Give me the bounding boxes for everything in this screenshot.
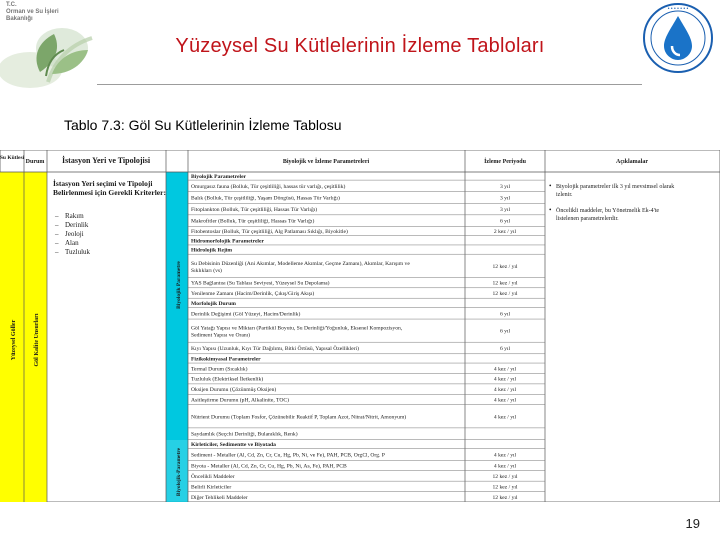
station-criteria-line-2: Belirlenmesi için Gerekli Kriterler: bbox=[53, 188, 166, 197]
title-divider bbox=[97, 84, 642, 85]
param-text: Yenilenme Zamanı (Hacim/Derinlik, Çıkış/Giriş Akışı) bbox=[191, 291, 315, 297]
period-text: 4 kez / yıl bbox=[493, 452, 517, 459]
param-text: Biyolojik Parametreler bbox=[191, 174, 247, 181]
param-text: Öncelikli Maddeler bbox=[191, 473, 235, 480]
bio-group-label: Biyolojik Parametre bbox=[176, 261, 182, 309]
period-text: 6 yıl bbox=[499, 346, 511, 352]
header-col1: Su Kütlesi bbox=[0, 155, 25, 161]
station-criteria-dash: – bbox=[55, 221, 59, 229]
param-text: Oksijen Durumu (Çözünmüş Oksijen) bbox=[191, 387, 277, 394]
period-text: 12 kez / yıl bbox=[492, 484, 518, 491]
period-text: 12 kez / yıl bbox=[492, 291, 518, 297]
period-text: 6 yıl bbox=[499, 328, 511, 335]
param-text: Belirli Kirleticiler bbox=[191, 484, 232, 491]
period-text: 4 kez / yıl bbox=[493, 366, 517, 373]
param-text: Makrofitler (Bolluk, Tür çeşitliliği, Hassas Tür Varlığı) bbox=[191, 218, 315, 225]
param-text: Hidrolojik Rejim bbox=[191, 247, 233, 254]
svg-text:• • • • • • •: • • • • • • • bbox=[667, 6, 689, 12]
param-text: Omurgasız fauna (Bolluk, Tür çeşitliliği, hassas tür varlığı, çeşitlilik) bbox=[191, 183, 346, 190]
water-drop-seal-icon bbox=[642, 2, 714, 74]
param-text: Tuzluluk (Elektriksel İletkenlik) bbox=[191, 376, 264, 383]
note-text: Biyolojik parametreler ilk 3 yıl mevsimsel olarak bbox=[556, 184, 675, 190]
note-bullet: • bbox=[549, 206, 552, 214]
param-text: Diğer Tehlikeli Maddeler bbox=[191, 494, 248, 501]
header-col5: İzleme Periyodu bbox=[484, 159, 526, 165]
page-title: Yüzeysel Su Kütlelerinin İzleme Tabloları bbox=[175, 35, 545, 57]
param-text: Derinlik Değişimi (Göl Yüzeyi, Hacim/Derinlik) bbox=[191, 311, 301, 318]
station-criteria-dash: – bbox=[55, 230, 59, 238]
period-text: 12 kez / yıl bbox=[492, 263, 518, 270]
period-text: 4 kez / yıl bbox=[493, 463, 517, 470]
param-text: Termal Durum (Sıcaklık) bbox=[191, 366, 248, 373]
chem-group-label: Biyolojik-Parametre bbox=[176, 447, 182, 497]
period-text: 3 yıl bbox=[499, 195, 511, 202]
period-text: 6 yıl bbox=[499, 311, 511, 318]
station-criteria-item: Jeoloji bbox=[65, 230, 84, 238]
param-text: Saydamlık (Seçchi Derinliği, Bulanıklık, Renk) bbox=[191, 431, 298, 438]
station-criteria-text bbox=[53, 178, 166, 197]
note-text: izlenir. bbox=[556, 192, 573, 198]
period-text: 4 kez / yıl bbox=[493, 397, 517, 404]
station-criteria-item: Alan bbox=[65, 239, 79, 247]
water-authority-logo bbox=[642, 2, 714, 74]
monitoring-table bbox=[0, 150, 720, 502]
param-text: Fizikokimyasal Parametreler bbox=[191, 356, 261, 363]
param-text: Balık (Bolluk, Tür çeşitliliği, Yaşam Döngüsü, Hassas Tür Varlığı) bbox=[191, 195, 340, 202]
station-criteria-line-1: İstasyon Yeri seçimi ve Tipoloji bbox=[53, 179, 153, 188]
param-text: YAS Bağlantısı (Su Tablası Seviyesi, Yüzeysel Su Depolama) bbox=[191, 280, 330, 287]
station-criteria-dash: – bbox=[55, 239, 59, 247]
param-text: Morfolojik Durum bbox=[191, 300, 236, 307]
period-text: 12 kez / yıl bbox=[492, 473, 518, 480]
param-text: Hidromorfolojik Parametreler bbox=[191, 238, 264, 245]
period-text: 12 kez / yıl bbox=[492, 494, 518, 501]
note-text: Öncelikli maddeler, bu Yönetmelik Ek-4'te bbox=[556, 208, 660, 214]
param-text: Fitobentoslar (Bolluk, Tür çeşitliliği, Alg Patlaması Sıklığı, Biyokitle) bbox=[191, 229, 348, 236]
param-text-cont: Sıklıkları (vs) bbox=[191, 267, 222, 274]
table-caption: Tablo 7.3: Göl Su Kütlelerinin İzleme Tablosu bbox=[64, 117, 342, 133]
header-col2: Durum bbox=[25, 159, 45, 165]
header-col6: Açıklamalar bbox=[616, 159, 648, 165]
header-col4: Biyolojik ve İzleme Parametreleri bbox=[282, 159, 370, 165]
monitoring-table-grid bbox=[0, 150, 720, 502]
note-bullet: • bbox=[549, 182, 552, 190]
param-text: Göl Yatağı Yapısı ve Miktarı (Partikül Boyutu, Su Derinliği/Yoğunluk, Eksenel Kompozisyon, bbox=[191, 325, 403, 332]
station-criteria-dash: – bbox=[55, 212, 59, 220]
param-text: Kıyı Yapısı (Uzunluk, Kıyı Tür Dağılımı, Bitki Örtüsü, Yapısal Özellikleri) bbox=[191, 346, 360, 352]
period-text: 2 kez / yıl bbox=[493, 229, 517, 236]
note-text: listelenen parametrelerdir. bbox=[556, 216, 619, 222]
ministry-logo bbox=[2, 2, 97, 82]
param-text: Sediment - Metaller (Al, Cd, Zn, Cr, Cu, Hg, Pb, Ni, ve Fe), PAH, PCB, OrgCl, Org. P bbox=[191, 452, 385, 459]
col1-vertical-label: Yüzeysel Göller bbox=[11, 319, 17, 361]
period-text: 4 kez / yıl bbox=[493, 376, 517, 383]
period-text: 3 yıl bbox=[499, 183, 511, 190]
station-criteria-item: Tuzluluk bbox=[65, 248, 91, 256]
period-text: 4 kez / yıl bbox=[493, 414, 517, 421]
period-text: 3 yıl bbox=[499, 207, 511, 214]
ministry-name: T.C. Orman ve Su İşleri Bakanlığı bbox=[6, 2, 59, 22]
header-col3: İstasyon Yeri ve Tipolojisi bbox=[61, 156, 151, 165]
col2-vertical-label: Göl Kalite Unsurları bbox=[34, 313, 40, 367]
ministry-emblem-icon bbox=[2, 2, 97, 82]
period-text: 4 kez / yıl bbox=[493, 387, 517, 394]
page-number: 19 bbox=[685, 516, 700, 531]
period-text: 6 yıl bbox=[499, 218, 511, 225]
station-criteria-dash: – bbox=[55, 248, 59, 256]
param-text: Asitleştirme Durumu (pH, Alkalinite, TOC) bbox=[191, 397, 289, 404]
station-criteria-item: Rakım bbox=[65, 212, 84, 220]
param-text: Fitoplankton (Bolluk, Tür çeşitliliği, Hassas Tür Varlığı) bbox=[191, 207, 318, 214]
param-text: Nütrient Durumu (Toplam Fosfor, Çözünebilir Reaktif P, Toplam Azot, Nitrat/Nitrit, Amonyum) bbox=[191, 414, 407, 421]
station-criteria-item: Derinlik bbox=[65, 221, 89, 229]
param-text: Su Debisinin Düzenliği (Ani Akımlar, Modelleme Akımlar, Geçme Zamanı), Akımlar, Karışım ve bbox=[191, 260, 410, 267]
param-text: Kirleticiler, Sedimentte ve Biyotada bbox=[191, 442, 276, 449]
param-text-cont: Sediment Yapısı ve Oranı) bbox=[191, 332, 251, 339]
period-text: 12 kez / yıl bbox=[492, 280, 518, 287]
param-text: Biyota - Metaller (Al, Cd, Zn, Cr, Cu, Hg, Pb, Ni, As, Fe), PAH, PCB bbox=[191, 463, 347, 470]
